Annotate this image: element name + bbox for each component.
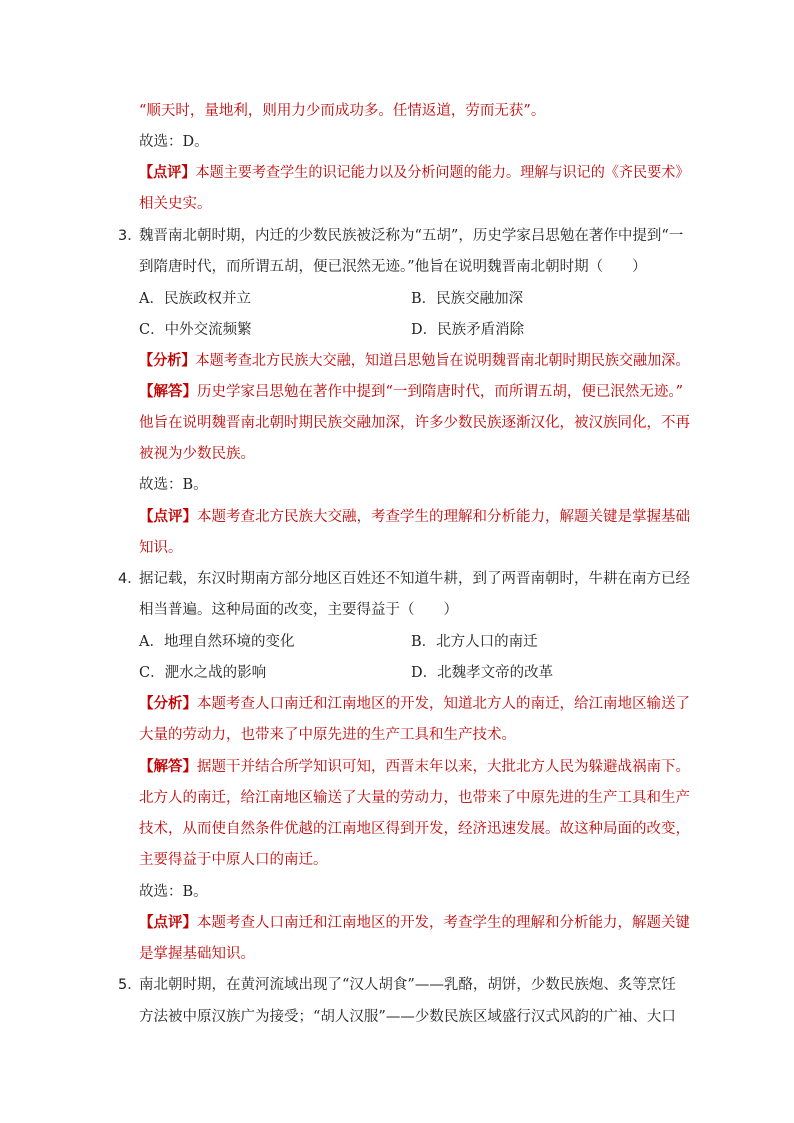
comment-text: 本题主要考查学生的识记能力以及分析问题的能力。理解与识记的《齐民要术》 — [195, 165, 690, 181]
solution-text-cont: 主要得益于中原人口的南迁。 — [139, 852, 328, 868]
solution-text-cont: 北方人的南迁，给江南地区输送了大量的劳动力，也带来了中原先进的生产工具和生产 — [139, 790, 690, 806]
answer-line: 故选：D。 — [139, 134, 209, 150]
solution-line — [139, 382, 683, 402]
question-stem: 据记载，东汉时期南方部分地区百姓还不知道牛耕，到了两晋南朝时，牛耕在南方已经 — [139, 571, 690, 587]
solution-text-cont: 技术，从而使自然条件优越的江南地区得到开发，经济迅速发展。故这种局面的改变， — [139, 821, 690, 837]
solution-line — [139, 757, 690, 777]
question-number: 3． — [118, 228, 142, 244]
option-d: D．民族矛盾消除 — [411, 322, 525, 338]
option-c: C．中外交流频繁 — [139, 322, 252, 338]
answer-line: 故选：B。 — [139, 884, 208, 900]
comment-text-cont: 是掌握基础知识。 — [139, 946, 255, 962]
solution-text: 据题干并结合所学知识可知，西晋末年以来，大批北方人民为躲避战祸南下。 — [197, 759, 690, 775]
solution-text-cont: 被视为少数民族。 — [139, 446, 255, 462]
option-a: A．地理自然环境的变化 — [139, 634, 295, 650]
solution-text: 历史学家吕思勉在著作中提到“一到隋唐时代，而所谓五胡，便已泯然无迹。” — [197, 384, 684, 400]
option-b: B．民族交融加深 — [411, 291, 524, 307]
analysis-line — [139, 694, 690, 714]
analysis-tag: 【分析】 — [139, 352, 196, 369]
comment-text: 本题考查北方民族大交融，考查学生的理解和分析能力，解题关键是掌握基础 — [197, 509, 690, 525]
comment-tag: 【点评】 — [139, 914, 197, 931]
question-stem: 南北朝时期，在黄河流域出现了“汉人胡食”——乳酪，胡饼，少数民族炮、炙等烹饪 — [139, 977, 676, 993]
question-stem-cont: 到隋唐时代，而所谓五胡，便已泯然无迹。”他旨在说明魏晋南北朝时期（ ） — [139, 259, 647, 275]
comment-tag: 【点评】 — [139, 164, 196, 181]
analysis-tag: 【分析】 — [139, 695, 197, 712]
option-a: A．民族政权并立 — [139, 291, 251, 307]
solution-text-cont: 他旨在说明魏晋南北朝时期民族交融加深，许多少数民族逐渐汉化，被汉族同化，不再 — [139, 415, 690, 431]
comment-line — [139, 163, 690, 183]
option-b: B．北方人口的南迁 — [411, 634, 538, 650]
option-d: D．北魏孝文帝的改革 — [411, 665, 554, 681]
question-stem: 魏晋南北朝时期，内迁的少数民族被泛称为“五胡”，历史学家吕思勉在著作中提到“一 — [139, 228, 684, 244]
comment-text-cont: 相关史实。 — [139, 196, 212, 212]
solution-tag: 【解答】 — [139, 383, 197, 400]
quote-line: “顺天时，量地利，则用力少而成功多。任情返道，劳而无获”。 — [139, 103, 546, 119]
analysis-text: 本题考查北方民族大交融，知道吕思勉旨在说明魏晋南北朝时期民族交融加深。 — [195, 353, 690, 369]
comment-tag: 【点评】 — [139, 508, 197, 525]
option-c: C．淝水之战的影响 — [139, 665, 267, 681]
question-stem-cont: 方法被中原汉族广为接受；“胡人汉服”——少数民族区域盛行汉式风韵的广袖、大口 — [139, 1009, 676, 1025]
answer-line: 故选：B。 — [139, 477, 208, 493]
comment-line — [139, 913, 690, 933]
solution-tag: 【解答】 — [139, 758, 197, 775]
question-stem-cont: 相当普遍。这种局面的改变，主要得益于（ ） — [139, 602, 458, 618]
comment-line — [139, 507, 690, 527]
question-number: 5． — [118, 977, 142, 993]
analysis-text-cont: 大量的劳动力，也带来了中原先进的生产工具和生产技术。 — [139, 727, 516, 743]
analysis-line — [139, 351, 690, 371]
question-number: 4． — [118, 571, 142, 587]
comment-text: 本题考查人口南迁和江南地区的开发，考查学生的理解和分析能力，解题关键 — [197, 915, 690, 931]
comment-text-cont: 知识。 — [139, 540, 183, 556]
analysis-text: 本题考查人口南迁和江南地区的开发，知道北方人的南迁，给江南地区输送了 — [197, 696, 690, 712]
